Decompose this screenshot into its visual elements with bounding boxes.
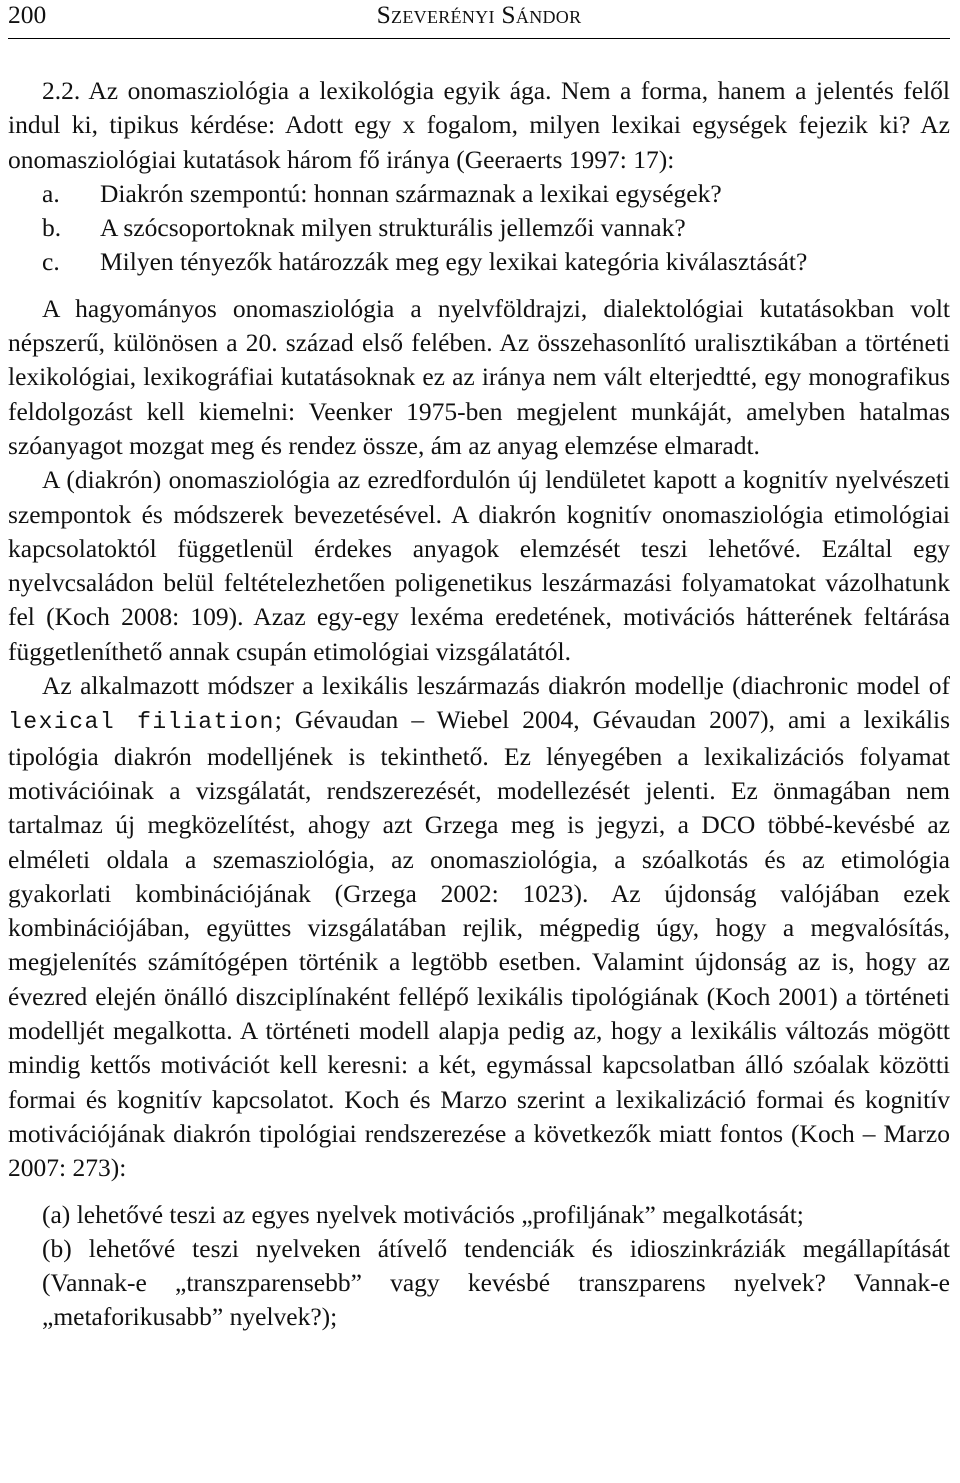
item-text: lehetővé teszi nyelveken átívelő tendenciák és idioszinkráziák megállapítását (Vannak-e „transzparensebb” vagy kevésbé transzparens nyelvek? Vannak-e „metaforikusabb” nyelvek?); <box>42 1233 950 1332</box>
item-marker: (a) <box>42 1199 71 1229</box>
list-marker: b. <box>42 213 62 243</box>
paragraph-text: Az alkalmazott módszer a lexikális leszármazás diakrón modellje (diachronic model of <box>42 671 950 701</box>
list-text: Diakrón szempontú: honnan származnak a lexikai egységek? <box>100 178 722 208</box>
list-marker: c. <box>42 247 60 277</box>
item-marker: (b) <box>42 1233 72 1263</box>
paragraph: A (diakrón) onomasziológia az ezredfordulón új lendületet kapott a kognitív nyelvészeti szempontok és módszerek bevezetésével. A diakrón kognitív onomasziológia etimológiai kapcsolatoktól függetlenül érdekes anyagok elemzését teszi lehetővé. Ezáltal egy nyelvcsaládon belül feltételezhetően poligenetikus leszármazási folyamatokat vázolhatunk fel (Koch 2008: 109). Azaz egy-egy lexéma eredetének, motivációs hátterének feltárása függetleníthető annak csupán etimológiai vizsgálatától. <box>8 465 950 666</box>
numbered-item <box>8 1232 950 1335</box>
numbered-item <box>8 1198 950 1232</box>
list-item <box>42 245 950 279</box>
paragraph <box>8 669 950 1185</box>
list-item <box>42 177 950 211</box>
item-text: lehetővé teszi az egyes nyelvek motivációs „profiljának” megalkotását; <box>76 1199 804 1229</box>
page-header <box>8 0 950 39</box>
list-marker: a. <box>42 178 60 208</box>
running-head: Szeverényi Sándor <box>376 0 582 29</box>
page-number: 200 <box>8 0 47 29</box>
page-body <box>8 39 950 1335</box>
paragraph: A hagyományos onomasziológia a nyelvföldrajzi, dialektológiai kutatásokban volt népszerű, különösen a 20. század első felében. Az összehasonlító uralisztikában a történeti lexikológiai, lexikográfiai kutatásoknak ez az iránya nem vált elterjedtté, egy monografikus feldolgozást kell kiemelni: Veenker 1975-ben megjelent munkáját, amelyben hatalmas szóanyagot mozgat meg és rendez össze, ám az anyag elemzése elmaradt. <box>8 293 950 460</box>
section-intro: 2.2. Az onomasziológia a lexikológia egyik ága. Nem a forma, hanem a jelentés felől indul ki, tipikus kérdése: Adott egy x fogalom, milyen lexikai egységek fejezik ki? Az onomasziológiai kutatások három fő iránya (Geeraerts 1997: 17): <box>8 76 950 174</box>
list-text: Milyen tényezők határozzák meg egy lexikai kategória kiválasztását? <box>100 247 808 277</box>
list-text: A szócsoportoknak milyen strukturális jellemzői vannak? <box>100 213 686 243</box>
spaced-term: lexical filiation <box>8 709 275 736</box>
paragraph-text: ; Gévaudan – Wiebel 2004, Gévaudan 2007), ami a lexikális tipológia diakrón modelljének is tekinthető. Ez lényegében a lexikalizációs folyamat motivációinak a vizsgálatát, rendszerezését, modellezését jelenti. Ez önmagában nem tartalmaz új megközelítést, ahogy azt Grzega meg is jegyzi, a DCO többé-kevésbé az elméleti oldala a szemasziológia, az onomasziológia, a szóalkotás és az etimológia gyakorlati kombinációjának (Grzega 2002: 1023). Az újdonság valójában ezek kombinációjában, együttes vizsgálatában rejlik, mégpedig úgy, hogy a megvalósítás, megjelenítés számítógépen történik a legtöbb esetben. Valamint újdonság az is, hogy az évezred elején önálló diszciplínaként fellépő lexikális tipológiának (Koch 2001) a történeti modelljét megalkotta. A történeti modell alapja pedig az, hogy a lexikális változás mögött mindig kettős motivációt kell keresni: a két, egymással kapcsolatban álló szóalak közötti formai és kognitív kapcsolatot. Koch és Marzo szerint a lexikalizáció formai és kognitív motivációjának diakrón tipológiai rendszerezése a következők miatt fontos (Koch – Marzo 2007: 273): <box>8 705 950 1183</box>
direction-list <box>8 177 950 280</box>
list-item <box>42 211 950 245</box>
